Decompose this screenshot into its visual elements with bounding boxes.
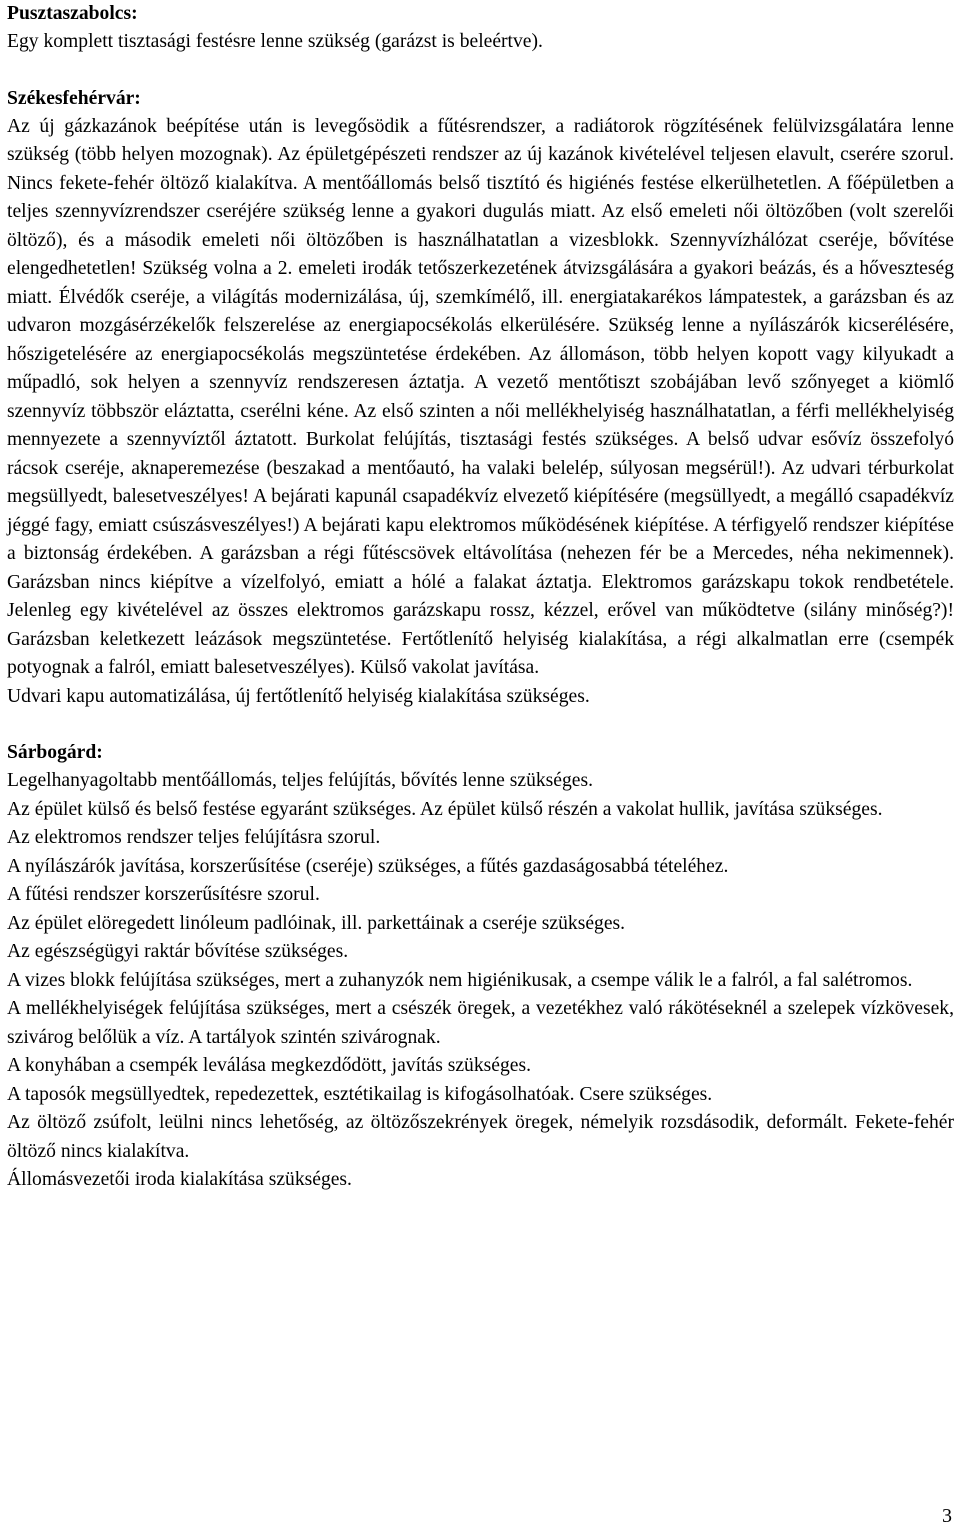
section-paragraph: A konyhában a csempék leválása megkezdődött, javítás szükséges. <box>7 1055 531 1076</box>
section-paragraph: Az elektromos rendszer teljes felújításra szorul. <box>7 827 381 848</box>
section-pusztaszabolcs <box>7 0 954 57</box>
section-heading: Sárbogárd: <box>7 742 103 763</box>
section-paragraph: A nyílászárók javítása, korszerűsítése (cseréje) szükséges, a fűtés gazdaságosabbá tételéhez. <box>7 855 729 877</box>
page-number: 3 <box>942 1505 952 1527</box>
document-page <box>7 0 954 1195</box>
section-paragraph: Az épület elöregedett linóleum padlóinak, ill. parkettáinak a cseréje szükséges. <box>7 912 626 934</box>
section-paragraph: Az egészségügyi raktár bővítése szükséges. <box>7 941 349 962</box>
section-paragraph: A taposók megsüllyedtek, repedezettek, esztétikailag is kifogásolhatóak. Csere szükséges. <box>7 1083 713 1105</box>
section-paragraph: Udvari kapu automatizálása, új fertőtlenítő helyiség kialakítása szükséges. <box>7 685 590 707</box>
section-paragraph: Legelhanyagoltabb mentőállomás, teljes felújítás, bővítés lenne szükséges. <box>7 770 594 791</box>
section-spacer <box>7 711 954 739</box>
section-spacer <box>7 57 954 85</box>
section-paragraph: Egy komplett tisztasági festésre lenne szükség (garázst is beleértve). <box>7 31 543 52</box>
section-paragraph: Az új gázkazánok beépítése után is levegősödik a fűtésrendszer, a radiátorok rögzítésének felülvizsgálatára lenne szükség (több helyen mozognak). Az épületgépészeti rendszer az új kazánok kivételével teljesen elavult, cserére szorul. Nincs fekete-fehér öltöző kialakítva. A mentőállomás belső tisztító és higiénés festése elkerülhetetlen. A főépületben a teljes szennyvízrendszer cseréjére szükség lenne a gyakori dugulás miatt. Az első emeleti női öltözőben (volt szerelői öltöző), és a második emeleti női öltözőben is használhatatlan a vizesblokk. Szennyvízhálózat cseréje, bővítése elengedhetetlen! Szükség volna a 2. emeleti irodák tetőszerkezetének átvizsgálására a gyakori beázás, és a hőveszteség miatt. Élvédők cseréje, a világítás modernizálása, új, szemkímélő, ill. energiatakarékos lámpatestek, a garázsban és az udvaron mozgásérzékelők felszerelése az energiapocsékolás elkerülésére. Szükség lenne a nyílászárók kicserélésére, hőszigetelésére az energiapocsékolás megszüntetése érdekében. Az állomáson, több helyen kopott vagy kilyukadt a műpadló, sok helyen a szennyvíz rendszeresen áztatja. A vezető mentőtiszt szobájában levő szőnyeget a kiömlő szennyvíz többször eláztatta, cserélni kéne. Az első szinten a női mellékhelyiség használhatatlan, a férfi mellékhelyiség mennyezete a szennyvíztől áztatott. Burkolat felújítás, tisztasági festés szükséges. A belső udvar esővíz összefolyó rácsok cseréje, aknaperemezése (beszakad a mentőautó, ha valaki belelép, súlyosan megsérül!). Az udvari térburkolat megsüllyedt, balesetveszélyes! A bejárati kapunál csapadékvíz elvezető kiépítésére (megsüllyedt, a megálló csapadékvíz jéggé fagy, emiatt csúszásveszélyes!) A bejárati kapu elektromos működésének kiépítése. A térfigyelő rendszer kiépítése a biztonság érdekében. A garázsban a régi fűtéscsövek eltávolítása (nehezen fér be a Mercedes, néha nekimennek). Garázsban nincs kiépítve a vízelfolyó, emiatt a hólé a falakat áztatja. Elektromos garázskapu tokok rendbetétele. Jelenleg egy kivételével az összes elektromos garázskapu rossz, kézzel, erővel van működtetve (silány minőség?)! Garázsban keletkezett leázások megszüntetése. Fertőtlenítő helyiség kialakítása, a régi alkalmatlan erre (csempék potyognak a falról, emiatt balesetveszélyes). Külső vakolat javítása. <box>7 115 954 678</box>
section-paragraph: Állomásvezetői iroda kialakítása szükséges. <box>7 1169 352 1190</box>
section-paragraph: A fűtési rendszer korszerűsítésre szorul. <box>7 884 320 905</box>
section-szekesfehervar <box>7 85 954 712</box>
section-heading: Pusztaszabolcs: <box>7 3 138 24</box>
section-heading: Székesfehérvár: <box>7 87 141 109</box>
section-paragraph: Az épület külső és belső festése egyaránt szükséges. Az épület külső részén a vakolat hullik, javítása szükséges. <box>7 798 883 820</box>
section-paragraph: A vizes blokk felújítása szükséges, mert a zuhanyzók nem higiénikusak, a csempe válik le a falról, a fal salétromos. <box>7 969 913 991</box>
section-sarbogard <box>7 739 954 1195</box>
section-paragraph: Az öltöző zsúfolt, leülni nincs lehetőség, az öltözőszekrények öregek, némelyik rozsdásodik, deformált. Fekete-fehér öltöző nincs kialakítva. <box>7 1112 954 1162</box>
section-paragraph: A mellékhelyiségek felújítása szükséges, mert a csészék öregek, a vezetékhez való rákötéseknél a szelepek vízkövesek, szivárog belőlük a víz. A tartályok szintén szivárognak. <box>7 998 954 1048</box>
